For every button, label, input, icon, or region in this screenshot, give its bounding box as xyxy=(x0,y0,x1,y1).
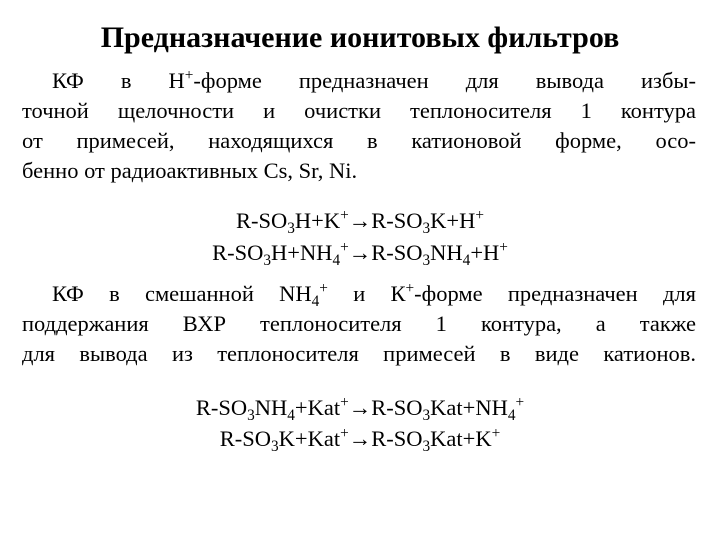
reaction-equation-2: $R-SO_3H+NH_4^+\to R-SO_3NH_4+H^+$ xyxy=(212,238,508,269)
paragraph-line: поддержания ВХР теплоносителя 1 контура, а также xyxy=(22,311,696,336)
paragraph-mixed-form xyxy=(22,279,696,369)
paragraph-line: от примесей, находящихся в катионовой форме, осо- xyxy=(22,128,696,153)
paragraph-line: КФ в Н+-форме предназначен для вывода избы- xyxy=(52,66,697,93)
paragraph-line: КФ в смешанной $NH_4^+$ и К+-форме предназначен для xyxy=(52,279,696,310)
slide-title: Предназначение ионитовых фильтров xyxy=(100,21,620,54)
paragraph-h-form xyxy=(22,66,696,186)
reaction-equation-4: $R-SO_3K+Kat^+\to R-SO_3Kat+K^+$ xyxy=(219,424,501,455)
paragraph-line: для вывода из теплоносителя примесей в виде катионов. xyxy=(22,341,696,366)
paragraph-line: точной щелочности и очистки теплоносителя 1 контура xyxy=(22,98,696,123)
paragraph-line: бенно от радиоактивных Cs, Sr, Ni. xyxy=(22,158,358,183)
reaction-equation-3: $R-SO_3NH_4+Kat^+\to R-SO_3Kat+NH_4^+$ xyxy=(195,393,525,424)
reaction-equation-1: $R-SO_3H+K^+\to R-SO_3K+H^+$ xyxy=(236,206,484,237)
